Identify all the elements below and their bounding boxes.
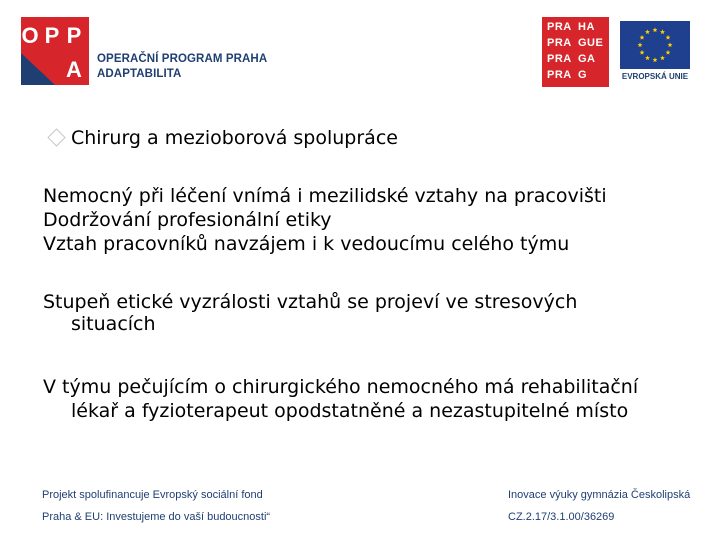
paragraph-1 xyxy=(43,184,703,256)
paragraph-line: Stupeň etické vyzrálosti vztahů se projeví ve stresových xyxy=(43,291,578,313)
eu-logo xyxy=(618,17,692,87)
paragraph-2 xyxy=(43,291,703,335)
paragraph-line: Dodržování profesionální etiky xyxy=(43,209,332,231)
paragraph-line: situacích xyxy=(71,313,156,335)
footer-funding xyxy=(42,484,270,528)
slide-content xyxy=(43,126,703,423)
footer-project xyxy=(508,484,690,528)
oppa-program-title-line2: ADAPTABILITA xyxy=(97,68,182,80)
eu-star-icon xyxy=(668,42,673,47)
eu-star-icon xyxy=(640,35,645,40)
footer-funding-line2: Praha & EU: Investujeme do vaší budoucnosti“ xyxy=(42,511,271,523)
oppa-logo-letter-4: A xyxy=(66,57,82,82)
eu-star-icon xyxy=(638,42,643,47)
paragraph-line: V týmu pečujícím o chirurgického nemocného má rehabilitační xyxy=(43,376,639,398)
footer-funding-line1: Projekt spolufinancuje Evropský sociální fond xyxy=(42,489,263,501)
eu-star-icon xyxy=(666,50,671,55)
oppa-program-title-line1: OPERAČNÍ PROGRAM PRAHA xyxy=(97,53,268,65)
eu-star-icon xyxy=(660,55,665,60)
praha-logo xyxy=(542,17,609,87)
eu-stars-icon xyxy=(620,21,690,69)
bullet-heading xyxy=(43,126,703,156)
praha-logo-cell: GUE xyxy=(578,37,604,49)
diamond-bullet-icon xyxy=(47,128,65,146)
oppa-logo-letter-2: P xyxy=(44,23,60,48)
praha-logo-cell: HA xyxy=(578,21,595,33)
paragraph-line: lékař a fyzioterapeut opodstatněné a nezastupitelné místo xyxy=(71,400,629,422)
eu-label: EVROPSKÁ UNIE xyxy=(621,72,689,81)
eu-star-icon xyxy=(640,50,645,55)
eu-star-icon xyxy=(660,29,665,34)
praha-logo-cell: PRA xyxy=(547,37,572,49)
footer-project-line1: Inovace výuky gymnázia Českolipská xyxy=(508,489,691,501)
heading-text: Chirurg a mezioborová spolupráce xyxy=(71,127,398,149)
praha-logo-cell: PRA xyxy=(547,21,572,33)
oppa-program-title xyxy=(97,52,267,82)
oppa-logo-letter-1: O xyxy=(21,23,39,48)
footer-project-line2: CZ.2.17/3.1.00/36269 xyxy=(508,511,615,523)
praha-logo-cell: G xyxy=(578,69,588,81)
eu-star-icon xyxy=(653,27,658,32)
oppa-logo xyxy=(21,17,89,85)
praha-logo-cell: GA xyxy=(578,53,596,65)
paragraph-3 xyxy=(43,375,703,423)
paragraph-line: Nemocný při léčení vnímá i mezilidské vztahy na pracovišti xyxy=(43,185,607,207)
eu-star-icon xyxy=(666,35,671,40)
oppa-logo-letter-3: P xyxy=(66,23,82,48)
praha-logo-cell: PRA xyxy=(547,69,572,81)
eu-star-icon xyxy=(645,55,650,60)
paragraph-line: Vztah pracovníků navzájem i k vedoucímu celého týmu xyxy=(43,233,570,255)
eu-star-icon xyxy=(653,57,658,62)
praha-logo-cell: PRA xyxy=(547,53,572,65)
eu-flag-icon xyxy=(620,21,690,69)
eu-star-icon xyxy=(645,29,650,34)
